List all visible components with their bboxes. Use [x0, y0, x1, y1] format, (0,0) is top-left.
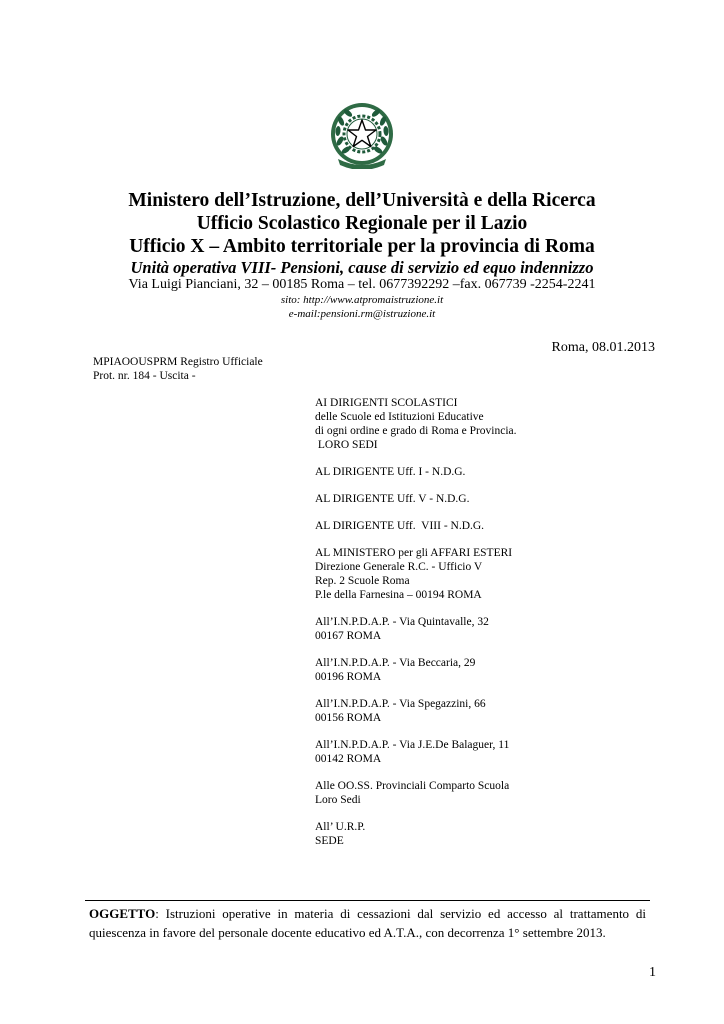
recipient-line: Loro Sedi — [315, 794, 361, 806]
subject-text-line1: : Istruzioni operative in materia di cessazioni dal servizio ed accesso al trattamento di — [155, 906, 646, 921]
subject-block — [89, 904, 646, 942]
recipient-line: LORO SEDI — [315, 439, 378, 451]
recipient-block — [315, 546, 517, 602]
recipient-line: 00167 ROMA — [315, 630, 382, 642]
recipient-line: AL DIRIGENTE Uff. VIII - N.D.G. — [315, 520, 485, 532]
recipient-block — [315, 820, 517, 848]
recipient-block — [315, 465, 517, 479]
recipient-line: delle Scuole ed Istituzioni Educative — [315, 411, 484, 423]
recipient-line: AL DIRIGENTE Uff. V - N.D.G. — [315, 493, 470, 505]
recipient-line: 00196 ROMA — [315, 671, 382, 683]
subject-divider — [85, 900, 650, 901]
letter-date: Roma, 08.01.2013 — [551, 340, 655, 355]
office-address: Via Luigi Pianciani, 32 – 00185 Roma – tel. 0677392292 –fax. 067739 -2254-2241 — [128, 277, 596, 292]
recipient-line: AL DIRIGENTE Uff. I - N.D.G. — [315, 466, 466, 478]
page-number: 1 — [649, 965, 656, 980]
office-website: sito: http://www.atpromaistruzione.it — [280, 294, 444, 306]
recipient-line: di ogni ordine e grado di Roma e Provincia. — [315, 425, 517, 437]
recipient-line: 00142 ROMA — [315, 753, 382, 765]
italian-republic-emblem-icon — [328, 101, 396, 169]
recipient-line: All’I.N.P.D.A.P. - Via J.E.De Balaguer, 11 — [315, 739, 510, 751]
recipient-line: Rep. 2 Scuole Roma — [315, 575, 410, 587]
recipient-line: Direzione Generale R.C. - Ufficio V — [315, 561, 483, 573]
recipient-block — [315, 492, 517, 506]
recipients-list — [315, 396, 517, 861]
recipient-block — [315, 519, 517, 533]
regional-office-title: Ufficio Scolastico Regionale per il Lazio — [196, 213, 528, 234]
subject-label: OGGETTO — [89, 906, 156, 921]
protocol-registry: MPIAOOUSPRM Registro Ufficiale — [93, 356, 263, 368]
recipient-block — [315, 697, 517, 725]
protocol-number: Prot. nr. 184 - Uscita - — [93, 370, 196, 382]
office-email: e-mail:pensioni.rm@istruzione.it — [288, 308, 436, 320]
recipient-block — [315, 738, 517, 766]
recipient-line: All’I.N.P.D.A.P. - Via Beccaria, 29 — [315, 657, 476, 669]
operative-unit-title: Unità operativa VIII- Pensioni, cause di servizio ed equo indennizzo — [130, 258, 594, 277]
protocol-block — [93, 355, 263, 383]
recipient-block — [315, 779, 517, 807]
ministry-title: Ministero dell’Istruzione, dell’Università e della Ricerca — [128, 190, 596, 211]
recipient-line: All’I.N.P.D.A.P. - Via Quintavalle, 32 — [315, 616, 489, 628]
recipient-line: Alle OO.SS. Provinciali Comparto Scuola — [315, 780, 510, 792]
recipient-block — [315, 656, 517, 684]
recipient-line: 00156 ROMA — [315, 712, 382, 724]
recipient-block — [315, 396, 517, 452]
office-x-title: Ufficio X – Ambito territoriale per la provincia di Roma — [129, 236, 595, 257]
recipient-line: P.le della Farnesina – 00194 ROMA — [315, 589, 482, 601]
recipient-line: AL MINISTERO per gli AFFARI ESTERI — [315, 547, 513, 559]
recipient-block — [315, 615, 517, 643]
recipient-line: All’I.N.P.D.A.P. - Via Spegazzini, 66 — [315, 698, 486, 710]
recipient-line: All’ U.R.P. — [315, 821, 366, 833]
recipient-line: AI DIRIGENTI SCOLASTICI — [315, 397, 458, 409]
subject-text-line2: quiescenza in favore del personale docente educativo ed A.T.A., con decorrenza 1° settembre 2013. — [89, 925, 606, 940]
recipient-line: SEDE — [315, 835, 344, 847]
